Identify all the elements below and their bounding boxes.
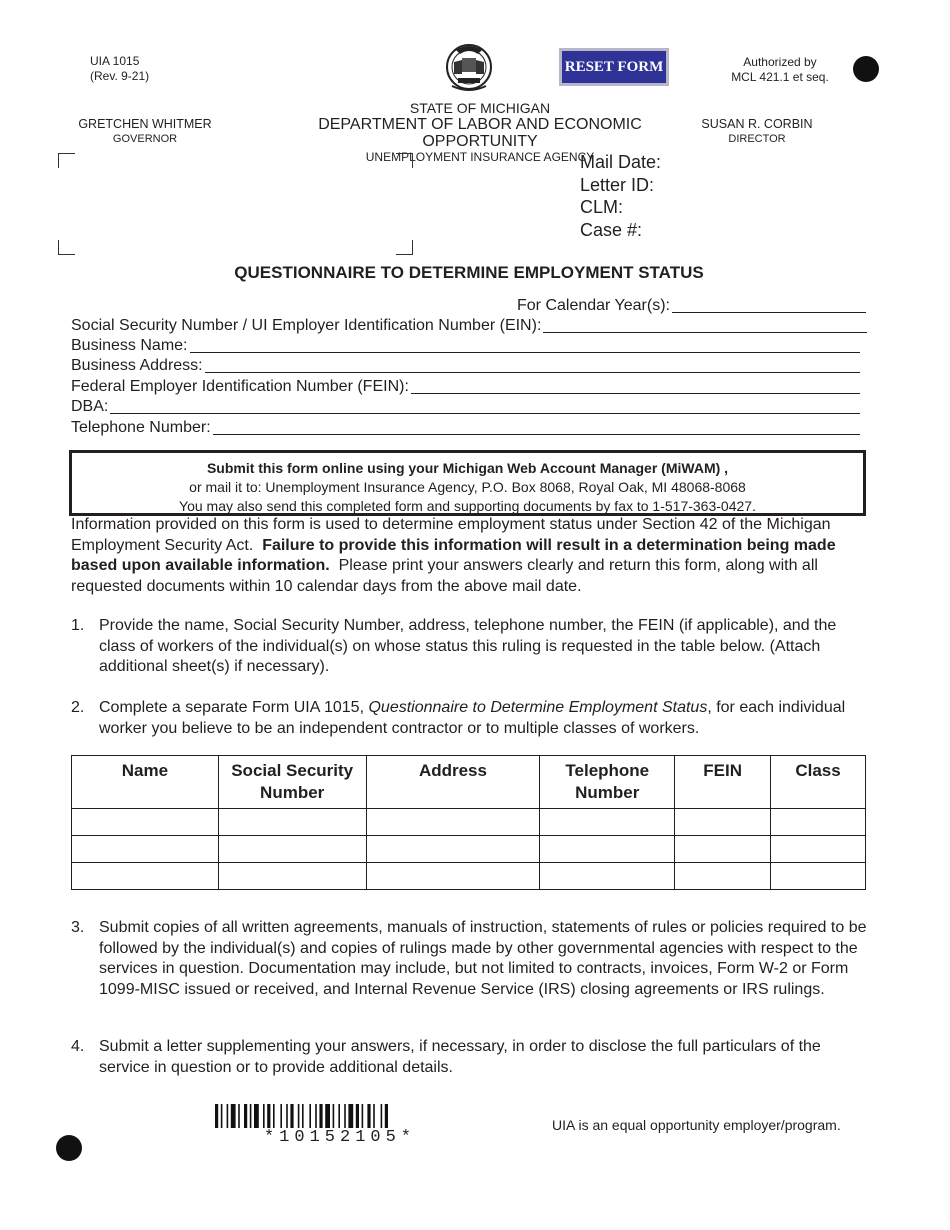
form-number-block [90, 54, 149, 84]
dba-line[interactable] [110, 397, 860, 414]
mail-date-label: Mail Date: [580, 152, 662, 172]
table-cell[interactable] [675, 836, 771, 863]
calendar-years-field[interactable] [517, 296, 866, 316]
barcode-number: *10152105* [263, 1128, 417, 1147]
table-cell[interactable] [366, 809, 540, 836]
intro-text: Information provided on this form is used to determine employment status under Section 42 of the Michigan Employment Security Act. [71, 516, 831, 554]
fein-field[interactable] [71, 377, 860, 397]
director-block [692, 117, 822, 146]
table-row [72, 809, 866, 836]
agency-name: UNEMPLOYMENT INSURANCE AGENCY [365, 150, 595, 164]
table-header-row [72, 756, 866, 809]
table-cell[interactable] [771, 809, 866, 836]
authorized-statute: MCL 421.1 et seq. [731, 70, 829, 84]
table-cell[interactable] [218, 836, 366, 863]
table-row [72, 836, 866, 863]
instruction-item-1 [71, 616, 871, 678]
department-name: DEPARTMENT OF LABOR AND ECONOMIC OPPORTUNITY [318, 116, 642, 150]
table-cell[interactable] [72, 863, 219, 890]
authorization-block [720, 55, 840, 85]
item-text [99, 698, 871, 739]
instruction-item-3 [71, 918, 871, 1000]
reset-form-button[interactable]: RESET FORM [559, 48, 669, 86]
table-cell[interactable] [540, 809, 675, 836]
notice-line-fax: You may also send this completed form and supporting documents by fax to 1-517-363-0427. [179, 498, 756, 514]
column-header-name: Name [72, 756, 219, 809]
business-name-line[interactable] [190, 336, 861, 353]
intro-warning: Failure to provide this information will result in a determination being made based upon available information. [71, 536, 836, 574]
address-window-corner [58, 240, 75, 255]
submission-notice [69, 450, 866, 516]
table-cell[interactable] [72, 836, 219, 863]
item-text-part: Complete a separate Form UIA 1015, [99, 699, 365, 716]
address-window-corner [396, 240, 413, 255]
notice-line-mail: or mail it to: Unemployment Insurance Agency, P.O. Box 8068, Royal Oak, MI 48068-8068 [189, 479, 746, 495]
fein-line[interactable] [411, 377, 860, 394]
authorized-by: Authorized by [743, 55, 817, 69]
clm-label: CLM: [580, 197, 624, 217]
table-cell[interactable] [72, 809, 219, 836]
state-name: STATE OF MICHIGAN [409, 100, 551, 116]
director-title: DIRECTOR [728, 133, 786, 145]
table-cell[interactable] [540, 863, 675, 890]
mail-info-block [580, 151, 661, 241]
governor-name: GRETCHEN WHITMER [78, 117, 212, 131]
item-text-part: , for each individual worker you believe to be an independent contractor or to multiple classes of workers. [99, 699, 846, 737]
form-title-reference: Questionnaire to Determine Employment Status [368, 699, 708, 716]
item-number: 4. [71, 1038, 85, 1055]
case-number-label: Case #: [580, 219, 643, 240]
equal-opportunity-statement: UIA is an equal opportunity employer/program. [552, 1117, 841, 1133]
column-header-fein: FEIN [675, 756, 771, 809]
item-text: Submit a letter supplementing your answers, if necessary, in order to disclose the full particulars of the service in question or to provide additional details. [99, 1038, 821, 1076]
barcode-graphic [215, 1104, 465, 1128]
form-revision: (Rev. 9-21) [90, 69, 150, 83]
address-window-corner [396, 153, 413, 168]
business-address-line[interactable] [205, 356, 860, 373]
calendar-years-label: For Calendar Year(s): [517, 297, 670, 314]
worker-table [71, 755, 866, 890]
intro-paragraph [71, 515, 871, 597]
intro-instructions: Please print your answers clearly and return this form, along with all requested documents within 10 calendar days from the above mail date. [71, 557, 818, 595]
notice-line-online: Submit this form online using your Michigan Web Account Manager (MiWAM) , [206, 460, 729, 476]
table-cell[interactable] [675, 863, 771, 890]
item-number: 1. [71, 617, 85, 634]
governor-block [70, 117, 220, 146]
column-header-telephone: Telephone Number [540, 756, 675, 809]
telephone-label: Telephone Number: [71, 419, 211, 436]
table-cell[interactable] [366, 863, 540, 890]
business-name-label: Business Name: [71, 337, 188, 354]
fein-label: Federal Employer Identification Number (FEIN): [71, 378, 409, 395]
registration-mark [56, 1135, 82, 1161]
director-name: SUSAN R. CORBIN [701, 117, 813, 131]
column-header-class: Class [771, 756, 866, 809]
table-cell[interactable] [771, 836, 866, 863]
letter-id-label: Letter ID: [580, 174, 655, 195]
instruction-item-2 [71, 698, 871, 739]
table-row [72, 863, 866, 890]
business-name-field[interactable] [71, 336, 860, 356]
item-number: 2. [71, 699, 85, 716]
telephone-line[interactable] [213, 418, 860, 435]
governor-title: GOVERNOR [112, 133, 178, 145]
dba-label: DBA: [71, 398, 109, 415]
ssn-ein-line[interactable] [543, 316, 867, 333]
item-text: Provide the name, Social Security Number, address, telephone number, the FEIN (if applicable), and the class of workers of the individual(s) on whose status this ruling is requested in the table below. (Attach additional sheet(s) if necessary). [99, 617, 837, 675]
address-window-corner [58, 153, 75, 168]
dba-field[interactable] [71, 397, 860, 417]
table-cell[interactable] [218, 863, 366, 890]
form-number: UIA 1015 [90, 54, 140, 68]
item-number: 3. [71, 919, 85, 936]
table-cell[interactable] [218, 809, 366, 836]
column-header-address: Address [366, 756, 540, 809]
page-title: QUESTIONNAIRE TO DETERMINE EMPLOYMENT STATUS [234, 263, 704, 282]
registration-mark [853, 56, 879, 82]
business-address-label: Business Address: [71, 357, 203, 374]
business-address-field[interactable] [71, 356, 860, 376]
table-cell[interactable] [771, 863, 866, 890]
column-header-ssn: Social Security Number [218, 756, 366, 809]
table-cell[interactable] [540, 836, 675, 863]
ssn-ein-field[interactable] [71, 316, 867, 336]
calendar-years-line[interactable] [672, 296, 866, 313]
ssn-ein-label: Social Security Number / UI Employer Identification Number (EIN): [71, 317, 542, 334]
item-text: Submit copies of all written agreements, manuals of instruction, statements of rules or policies required to be followed by the individual(s) and copies of rulings made by other governmental agencies with respect to the services in question. Documentation may include, but not limited to contracts, invoices, Form W-2 or Form 1099-MISC issued or received, and Internal Revenue Service (IRS) closing agreements or IRS rulings. [99, 919, 867, 998]
instruction-item-4 [71, 1037, 871, 1078]
table-cell[interactable] [675, 809, 771, 836]
state-seal-icon [444, 40, 494, 95]
table-cell[interactable] [366, 836, 540, 863]
telephone-field[interactable] [71, 418, 860, 438]
